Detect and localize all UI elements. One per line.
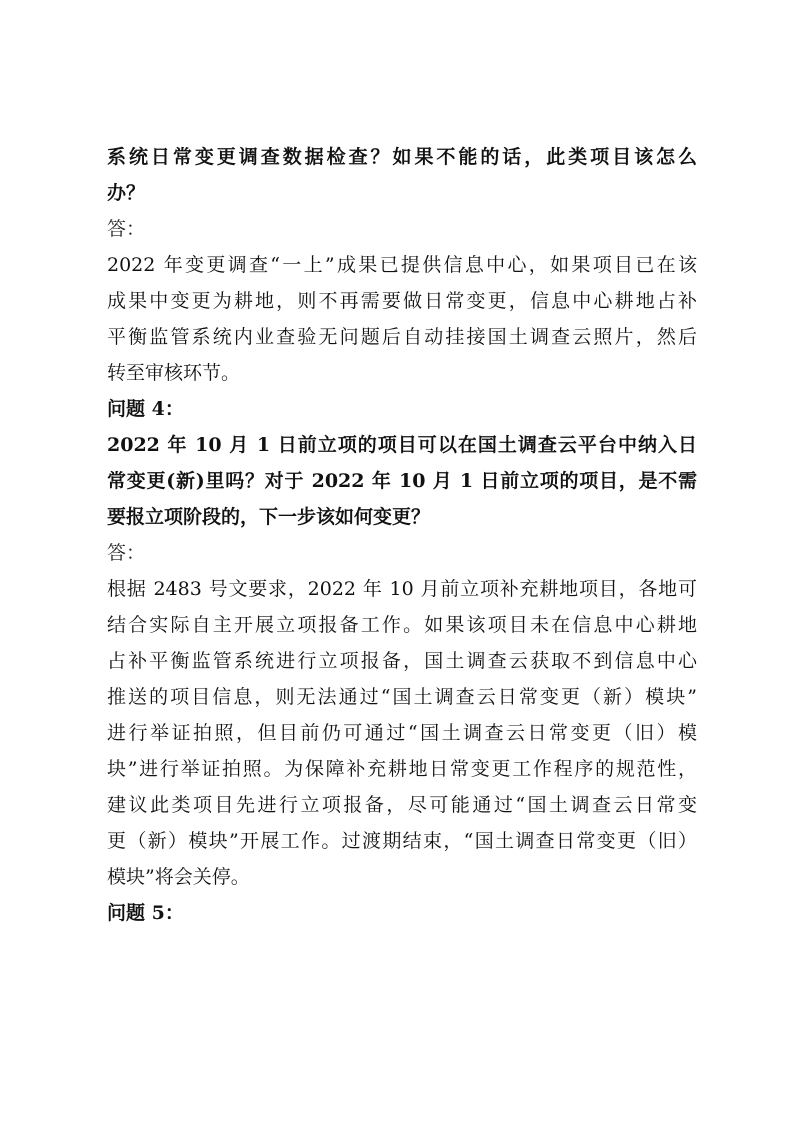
question-4-line-3: 要报立项阶段的，下一步该如何变更？ [107,506,431,528]
answer-3-line-2: 成果中变更为耕地，则不再需要做日常变更，信息中心耕地占补 [107,290,697,312]
answer-4-line-1: 根据 2483 号文要求，2022 年 10 月前立项补充耕地项目，各地可 [107,578,697,600]
answer-3-label: 答： [107,218,146,240]
answer-4-line-8: 更（新）模块”开展工作。过渡期结束，“国土调查日常变更（旧） [107,830,697,852]
answer-4-line-4: 推送的项目信息，则无法通过“国土调查云日常变更（新）模块” [107,686,697,708]
question-5-heading: 问题 5： [107,902,184,924]
answer-4-line-2: 结合实际自主开展立项报备工作。如果该项目未在信息中心耕地 [107,614,697,636]
answer-3-line-3: 平衡监管系统内业查验无问题后自动挂接国土调查云照片，然后 [107,326,697,348]
answer-3-line-1: 2022 年变更调查“一上”成果已提供信息中心，如果项目已在该 [107,254,697,276]
question-4-heading: 问题 4： [107,398,184,420]
answer-4-line-5: 进行举证拍照，但目前仍可通过“国土调查云日常变更（旧）模 [107,722,697,744]
question-5 [107,896,697,930]
answer-4-line-7: 建议此类项目先进行立项报备，尽可能通过“国土调查云日常变 [107,794,697,816]
answer-4 [107,536,697,894]
answer-4-line-6: 块”进行举证拍照。为保障补充耕地日常变更工作程序的规范性， [107,758,697,780]
question-3-line-1: 系统日常变更调查数据检查？如果不能的话，此类项目该怎么 [107,146,697,168]
answer-3-line-4: 转至审核环节。 [107,362,241,384]
question-3-tail [107,140,697,210]
question-3-line-2: 办？ [107,182,146,204]
question-4-line-1: 2022 年 10 月 1 日前立项的项目可以在国土调查云平台中纳入日 [107,434,697,456]
answer-4-label: 答： [107,542,146,564]
answer-3 [107,212,697,390]
answer-4-line-3: 占补平衡监管系统进行立项报备，国土调查云获取不到信息中心 [107,650,697,672]
document-page [107,140,697,932]
question-4 [107,392,697,534]
question-4-line-2: 常变更(新)里吗？对于 2022 年 10 月 1 日前立项的项目，是不需 [107,470,697,492]
answer-4-line-9: 模块”将会关停。 [107,866,250,888]
